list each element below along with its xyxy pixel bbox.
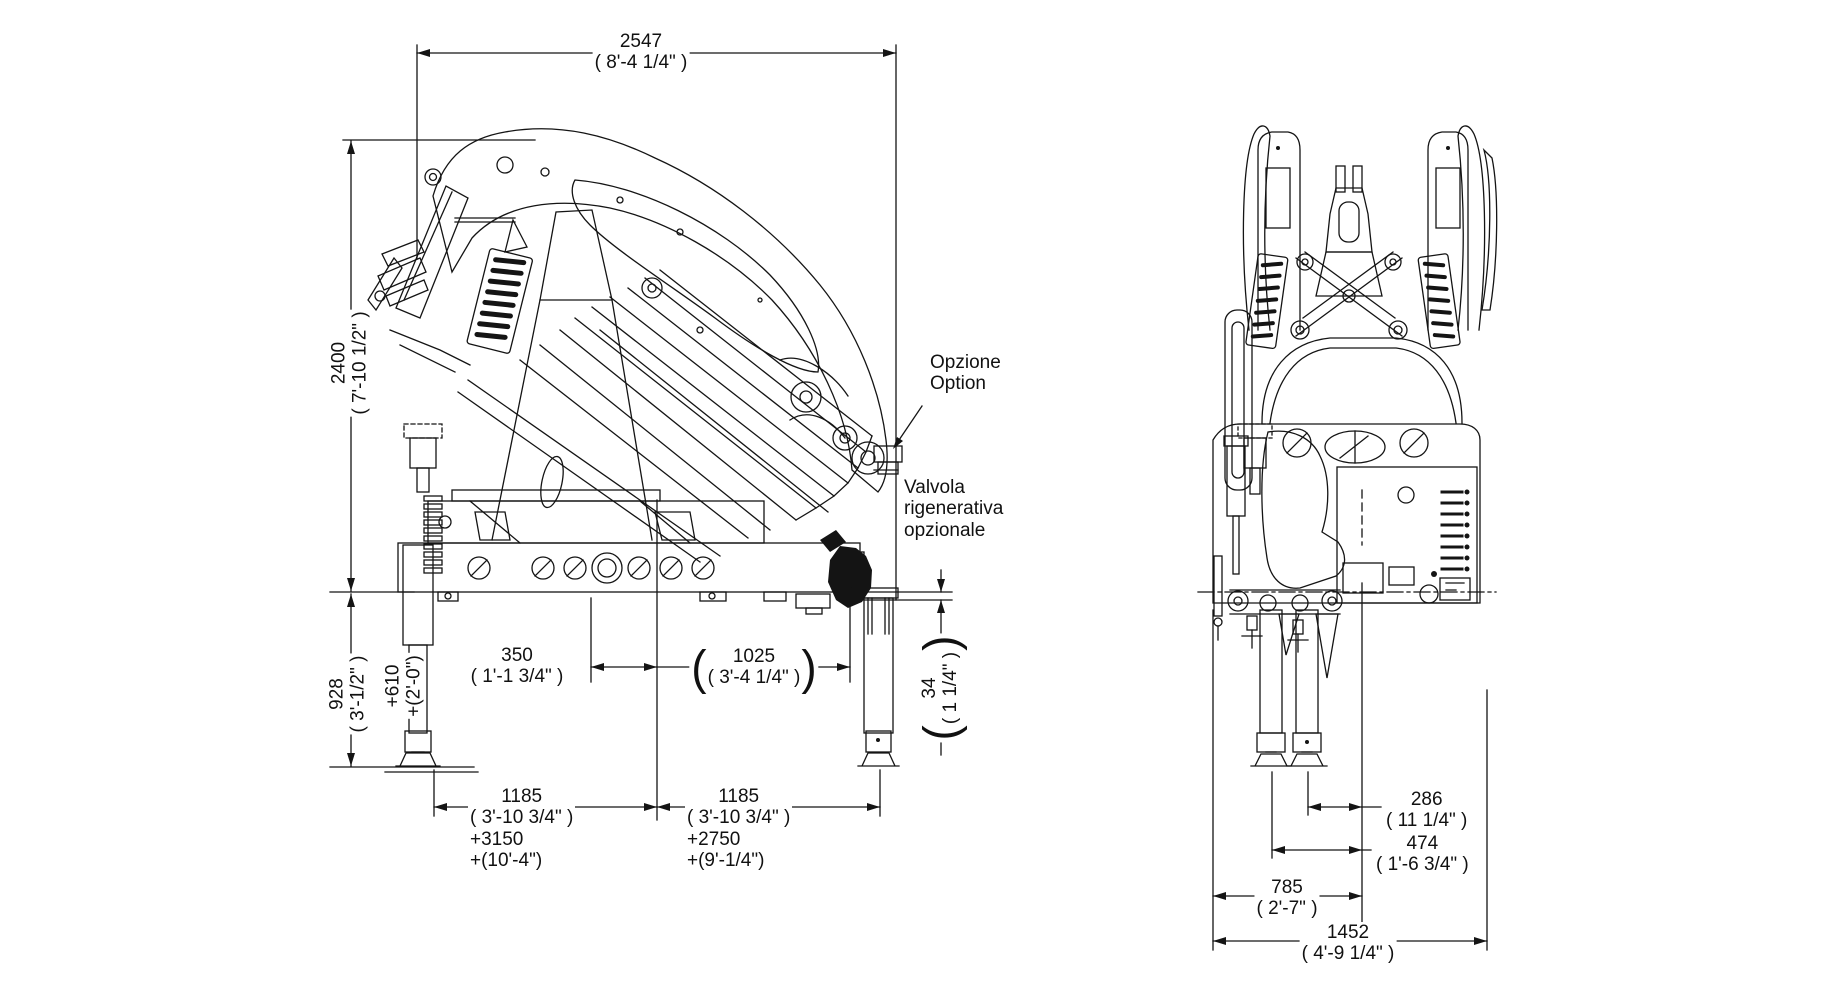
dim-offset-350: 350 ( 1'-1 3/4" ) [470,645,564,688]
dim-outrigger-right-1185: 1185 ( 3'-10 3/4" ) +2750 +(9'-1/4") [687,786,791,871]
dim-overall-width-ft: ( 8'-4 1/4" ) [594,52,688,74]
dim-ground-clearance-928: 928 ( 3'-1/2" ) [326,655,369,733]
big-paren-close: ) [801,639,817,695]
dim-overall-width-mm: 2547 [619,31,663,52]
dim-offset-1025: ( 1025 ( 3'-4 1/4" ) ) [691,639,817,695]
dim-overall-height-mm: 2400 [328,341,350,385]
dim-rear-286: 286 ( 11 1/4" ) [1386,789,1468,832]
note-option: Opzione Option [930,352,1001,395]
dim-rear-1452: 1452 ( 4'-9 1/4" ) [1301,922,1395,965]
dim-overall-height-ft: ( 7'-10 1/2" ) [350,311,371,415]
big-paren-close: ) [912,635,968,651]
big-paren-open: ( [912,725,968,741]
dim-overall-height [329,309,372,416]
big-paren-open: ( [691,639,707,695]
dim-gap-34: ( 34 ( 1 1/4" ) ) [912,635,968,741]
dim-extension-610: +610 +(2'-0") [382,655,425,717]
note-regenerative-valve: Valvola rigenerativa opzionale [904,477,1004,541]
side-view-crane-drawing [368,129,902,766]
dim-outrigger-left-1185: 1185 ( 3'-10 3/4" ) +3150 +(10'-4") [470,786,574,871]
dim-rear-474: 474 ( 1'-6 3/4" ) [1376,833,1469,876]
dim-overall-width [593,31,690,74]
dim-rear-785: 785 ( 2'-7" ) [1256,877,1318,920]
rear-view-crane-drawing [1198,126,1497,766]
